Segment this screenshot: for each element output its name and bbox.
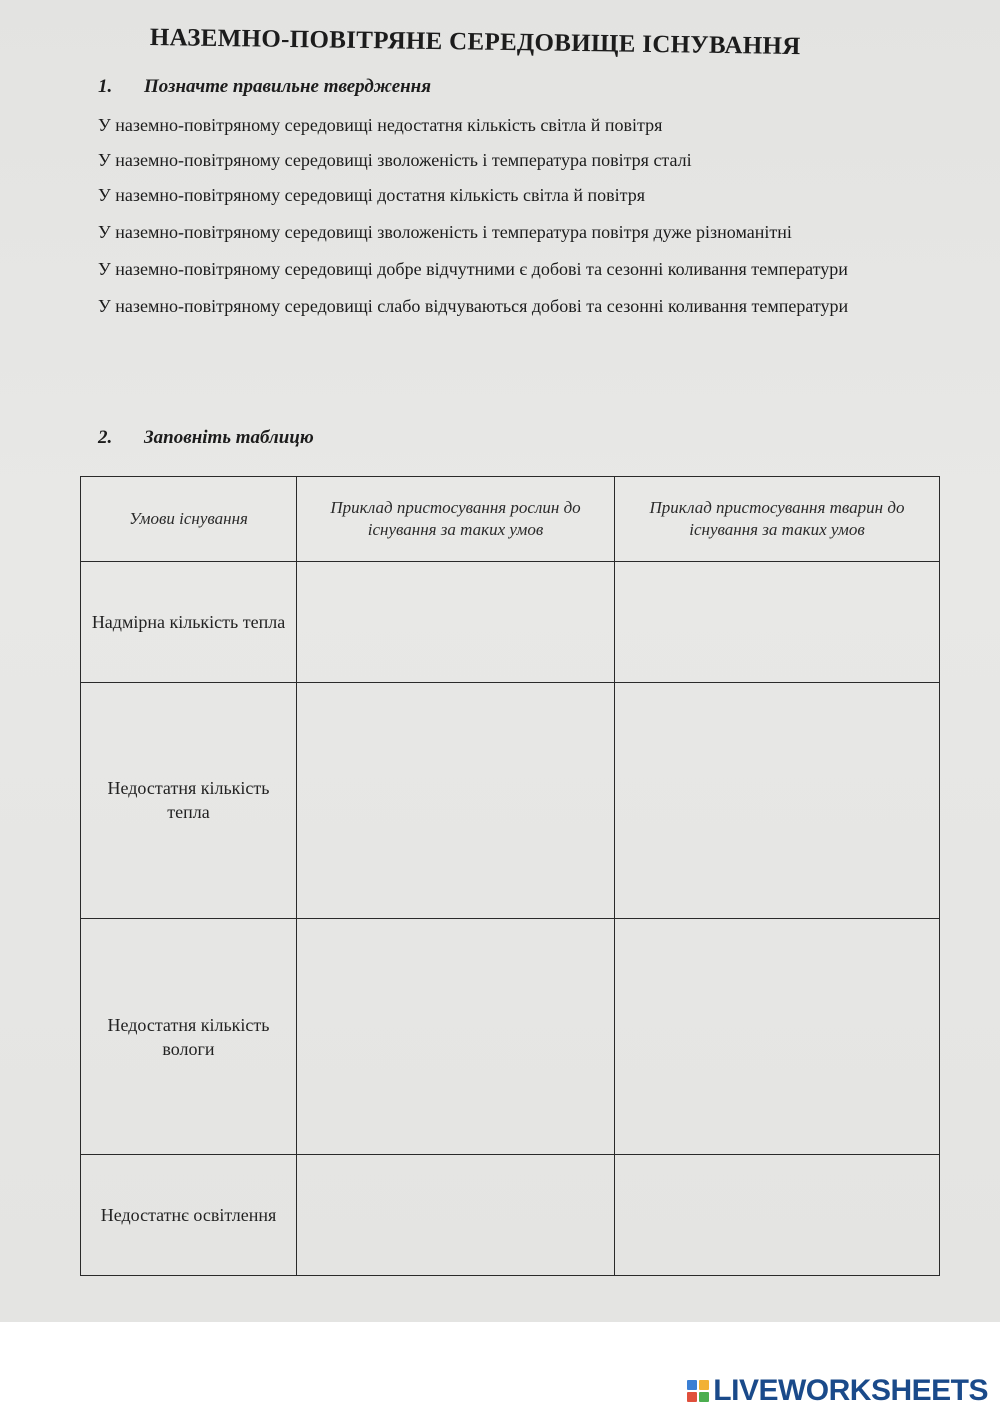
- statement-option[interactable]: У наземно-повітряному середовищі слабо відчуваються добові та сезонні коливання температури: [98, 296, 849, 316]
- liveworksheets-logo-icon: [687, 1380, 709, 1402]
- plants-answer-cell[interactable]: [297, 918, 615, 1154]
- table-row: [81, 682, 940, 918]
- condition-cell: Недостатня кількість вологи: [81, 918, 297, 1154]
- plants-answer-cell[interactable]: [297, 682, 615, 918]
- statement-list: [98, 114, 928, 332]
- statement-option[interactable]: У наземно-повітряному середовищі зволоженість і температура повітря сталі: [98, 150, 692, 170]
- statement-option[interactable]: У наземно-повітряному середовищі добре відчутними є добові та сезонні коливання температури: [98, 259, 848, 279]
- logo-square-icon: [699, 1380, 709, 1390]
- animals-answer-cell[interactable]: [615, 918, 940, 1154]
- animals-answer-cell[interactable]: [615, 1155, 940, 1276]
- section-2-title: Заповніть таблицю: [144, 427, 314, 448]
- brand-logo[interactable]: [687, 1376, 988, 1406]
- condition-cell: Надмірна кількість тепла: [81, 562, 297, 683]
- section-1-number: 1.: [98, 76, 113, 97]
- condition-cell: Недостатня кількість тепла: [81, 682, 297, 918]
- logo-square-icon: [699, 1392, 709, 1402]
- statement-option[interactable]: У наземно-повітряному середовищі недостатня кількість світла й повітря: [98, 115, 663, 135]
- animals-answer-cell[interactable]: [615, 682, 940, 918]
- logo-square-icon: [687, 1380, 697, 1390]
- page-title: НАЗЕМНО-ПОВІТРЯНЕ СЕРЕДОВИЩЕ ІСНУВАННЯ: [149, 24, 801, 61]
- statement-option[interactable]: У наземно-повітряному середовищі зволоженість і температура повітря дуже різноманітні: [98, 222, 792, 242]
- table-header-row: [81, 477, 940, 562]
- adaptation-table: [80, 476, 940, 1276]
- logo-square-icon: [687, 1392, 697, 1402]
- plants-answer-cell[interactable]: [297, 562, 615, 683]
- column-header-animals: Приклад пристосування тварин до існування за таких умов: [615, 477, 940, 562]
- table-row: [81, 1155, 940, 1276]
- statement-option[interactable]: У наземно-повітряному середовищі достатня кількість світла й повітря: [98, 185, 646, 205]
- table-row: [81, 918, 940, 1154]
- section-1-heading: [98, 76, 431, 98]
- section-2-number: 2.: [98, 427, 113, 448]
- table-row: [81, 562, 940, 683]
- condition-cell: Недостатнє освітлення: [81, 1155, 297, 1276]
- section-2-heading: [98, 427, 314, 449]
- animals-answer-cell[interactable]: [615, 562, 940, 683]
- section-1-title: Позначте правильне твердження: [144, 76, 432, 97]
- plants-answer-cell[interactable]: [297, 1155, 615, 1276]
- brand-name: LIVEWORKSHEETS: [713, 1374, 988, 1407]
- footer-bar: [0, 1322, 1000, 1414]
- column-header-plants: Приклад пристосування рослин до існування за таких умов: [297, 477, 615, 562]
- column-header-conditions: Умови існування: [81, 477, 297, 562]
